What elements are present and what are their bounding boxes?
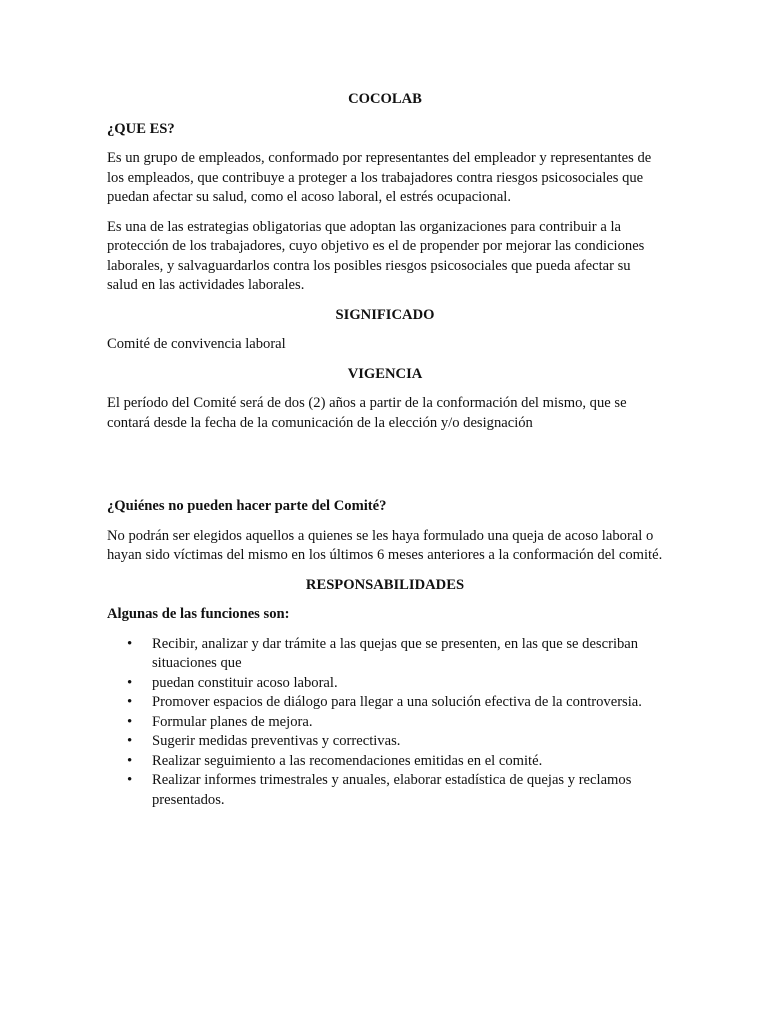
quienes-heading: ¿Quiénes no pueden hacer parte del Comité? bbox=[107, 498, 387, 514]
vigencia-heading: VIGENCIA bbox=[347, 365, 423, 382]
list-item-text: puedan constituir acoso laboral. bbox=[152, 674, 338, 691]
bullet-icon: • bbox=[127, 694, 133, 710]
funciones-list bbox=[107, 635, 663, 811]
bullet-icon: • bbox=[127, 674, 133, 691]
list-item bbox=[107, 674, 663, 694]
que-es-heading: ¿QUE ES? bbox=[107, 120, 175, 137]
blank-space bbox=[107, 433, 663, 497]
list-item-text: Promover espacios de diálogo para llegar a una solución efectiva de la controversia. bbox=[152, 694, 642, 710]
list-item-text: Realizar informes trimestrales y anuales, elaborar estadística de quejas y reclamos presentados. bbox=[152, 772, 632, 808]
responsabilidades-heading: RESPONSABILIDADES bbox=[305, 576, 465, 593]
funciones-heading: Algunas de las funciones son: bbox=[107, 606, 290, 622]
list-item bbox=[107, 693, 663, 713]
list-item bbox=[107, 752, 663, 772]
bullet-icon: • bbox=[127, 713, 133, 730]
quienes-text: No podrán ser elegidos aquellos a quienes se les haya formulado una queja de acoso laboral o hayan sido víctimas del mismo en los últimos 6 meses anteriores a la conformación del comité. bbox=[107, 527, 663, 563]
que-es-paragraph-2: Es una de las estrategias obligatorias que adoptan las organizaciones para contribuir a la protección de los trabajadores, cuyo objetivo es el de propender por mejorar las condiciones laborales, y salvaguardarlos contra los posibles riesgos psicosociales que pueda afectar su salud en las actividades laborales. bbox=[107, 218, 645, 293]
bullet-icon: • bbox=[127, 772, 133, 788]
list-item bbox=[107, 732, 663, 752]
bullet-icon: • bbox=[127, 635, 133, 652]
list-item bbox=[107, 635, 663, 674]
significado-heading: SIGNIFICADO bbox=[335, 306, 435, 323]
bullet-icon: • bbox=[127, 752, 133, 769]
list-item bbox=[107, 713, 663, 733]
document-title: COCOLAB bbox=[348, 91, 422, 107]
list-item bbox=[107, 771, 663, 810]
bullet-icon: • bbox=[127, 733, 133, 749]
significado-text: Comité de convivencia laboral bbox=[107, 336, 286, 352]
list-item-text: Sugerir medidas preventivas y correctivas. bbox=[152, 733, 401, 749]
list-item-text: Recibir, analizar y dar trámite a las quejas que se presenten, en las que se describan situaciones que bbox=[152, 635, 639, 671]
list-item-text: Formular planes de mejora. bbox=[152, 713, 313, 730]
vigencia-text: El período del Comité será de dos (2) años a partir de la conformación del mismo, que se contará desde la fecha de la comunicación de la elección y/o designación bbox=[107, 395, 627, 431]
que-es-paragraph-1: Es un grupo de empleados, conformado por representantes del empleador y representantes de los empleados, que contribuye a proteger a los trabajadores contra riesgos psicosociales que puedan afectar su salud, como el acoso laboral, el estrés ocupacional. bbox=[107, 150, 652, 205]
document-page bbox=[107, 90, 663, 810]
list-item-text: Realizar seguimiento a las recomendaciones emitidas en el comité. bbox=[152, 752, 543, 769]
